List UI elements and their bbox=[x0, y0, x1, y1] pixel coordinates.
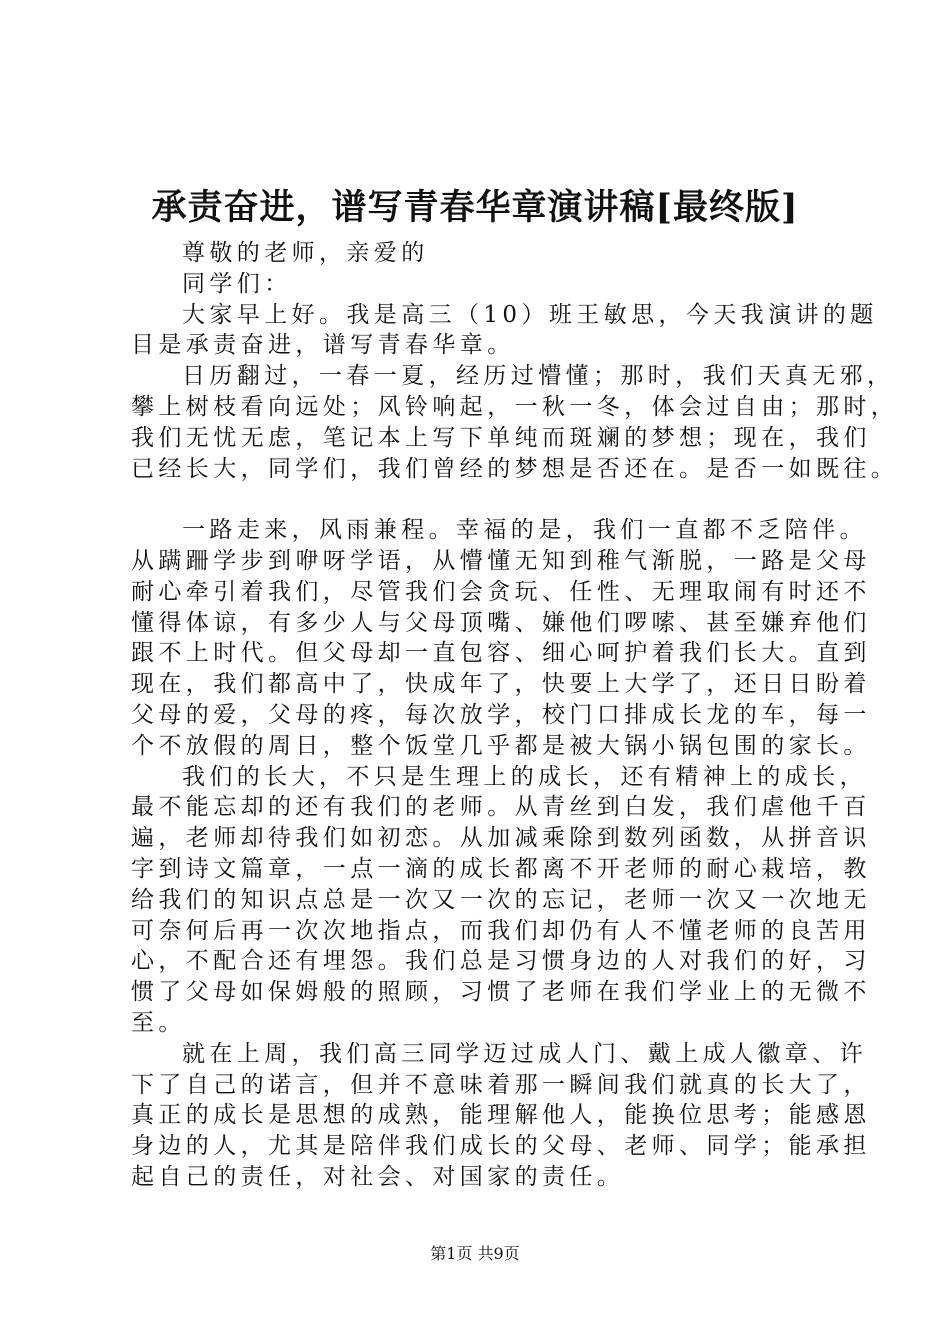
paragraph-line: 父母的爱，父母的疼，每次放学，校门口排成长龙的车，每一 bbox=[131, 701, 871, 728]
paragraph-line: 从蹒跚学步到咿呀学语，从懵懂无知到稚气渐脱，一路是父母 bbox=[131, 547, 871, 574]
document-title: 承责奋进，谱写青春华章演讲稿[最终版] bbox=[151, 187, 799, 228]
paragraph-line: 个不放假的周日，整个饭堂几乎都是被大锅小锅包围的家长。 bbox=[131, 732, 871, 759]
document-body bbox=[131, 238, 899, 1193]
paragraph-line: 一路走来，风雨兼程。幸福的是，我们一直都不乏陪伴。 bbox=[182, 517, 867, 544]
paragraph-line: 我们无忧无虑，笔记本上写下单纯而斑斓的梦想；现在，我们 bbox=[131, 424, 871, 451]
paragraph-line: 给我们的知识点总是一次又一次的忘记，老师一次又一次地无 bbox=[131, 886, 871, 913]
paragraph-line: 字到诗文篇章，一点一滴的成长都离不开老师的耐心栽培，教 bbox=[131, 855, 871, 882]
paragraph-line: 耐心牵引着我们，尽管我们会贪玩、任性、无理取闹有时还不 bbox=[131, 578, 871, 605]
paragraph-line: 起自己的责任，对社会、对国家的责任。 bbox=[131, 1163, 625, 1190]
paragraph-line: 日历翻过，一春一夏，经历过懵懂；那时，我们天真无邪， bbox=[182, 363, 895, 390]
blank-line bbox=[131, 484, 851, 515]
paragraph-line: 攀上树枝看向远处；风铃响起，一秋一冬，体会过自由；那时， bbox=[131, 393, 899, 420]
paragraph-line: 跟不上时代。但父母却一直包容、细心呵护着我们长大。直到 bbox=[131, 640, 871, 667]
paragraph-line: 懂得体谅，有多少人与父母顶嘴、嫌他们啰嗦、甚至嫌弃他们 bbox=[131, 609, 871, 636]
paragraph-line: 大家早上好。我是高三（10）班王敏思，今天我演讲的题 bbox=[182, 301, 878, 328]
page-footer: 第1页 共9页 bbox=[430, 1244, 520, 1263]
paragraph-line: 下了自己的诺言，但并不意味着那一瞬间我们就真的长大了， bbox=[131, 1071, 871, 1098]
paragraph-line: 现在，我们都高中了，快成年了，快要上大学了，还日日盼着 bbox=[131, 671, 871, 698]
paragraph-line: 就在上周，我们高三同学迈过成人门、戴上成人徽章、许 bbox=[182, 1040, 867, 1067]
paragraph-line: 我们的长大，不只是生理上的成长，还有精神上的成长， bbox=[182, 763, 867, 790]
paragraph-line: 已经长大，同学们，我们曾经的梦想是否还在。是否一如既往。 bbox=[131, 455, 899, 482]
paragraph-line: 可奈何后再一次次地指点，而我们却仍有人不懂老师的良苦用 bbox=[131, 917, 871, 944]
paragraph-line: 最不能忘却的还有我们的老师。从青丝到白发，我们虐他千百 bbox=[131, 794, 871, 821]
greeting-line: 同学们： bbox=[182, 270, 292, 297]
paragraph-line: 心，不配合还有埋怨。我们总是习惯身边的人对我们的好，习 bbox=[131, 948, 871, 975]
paragraph-line: 惯了父母如保姆般的照顾，习惯了老师在我们学业上的无微不 bbox=[131, 979, 871, 1006]
paragraph-line: 至。 bbox=[131, 1009, 186, 1036]
paragraph-line: 身边的人，尤其是陪伴我们成长的父母、老师、同学；能承担 bbox=[131, 1133, 871, 1160]
greeting-line: 尊敬的老师，亲爱的 bbox=[182, 240, 429, 266]
paragraph-line: 真正的成长是思想的成熟，能理解他人，能换位思考；能感恩 bbox=[131, 1102, 871, 1129]
paragraph-line: 遍，老师却待我们如初恋。从加减乘除到数列函数，从拼音识 bbox=[131, 825, 871, 852]
paragraph-line: 目是承责奋进，谱写青春华章。 bbox=[131, 332, 515, 359]
